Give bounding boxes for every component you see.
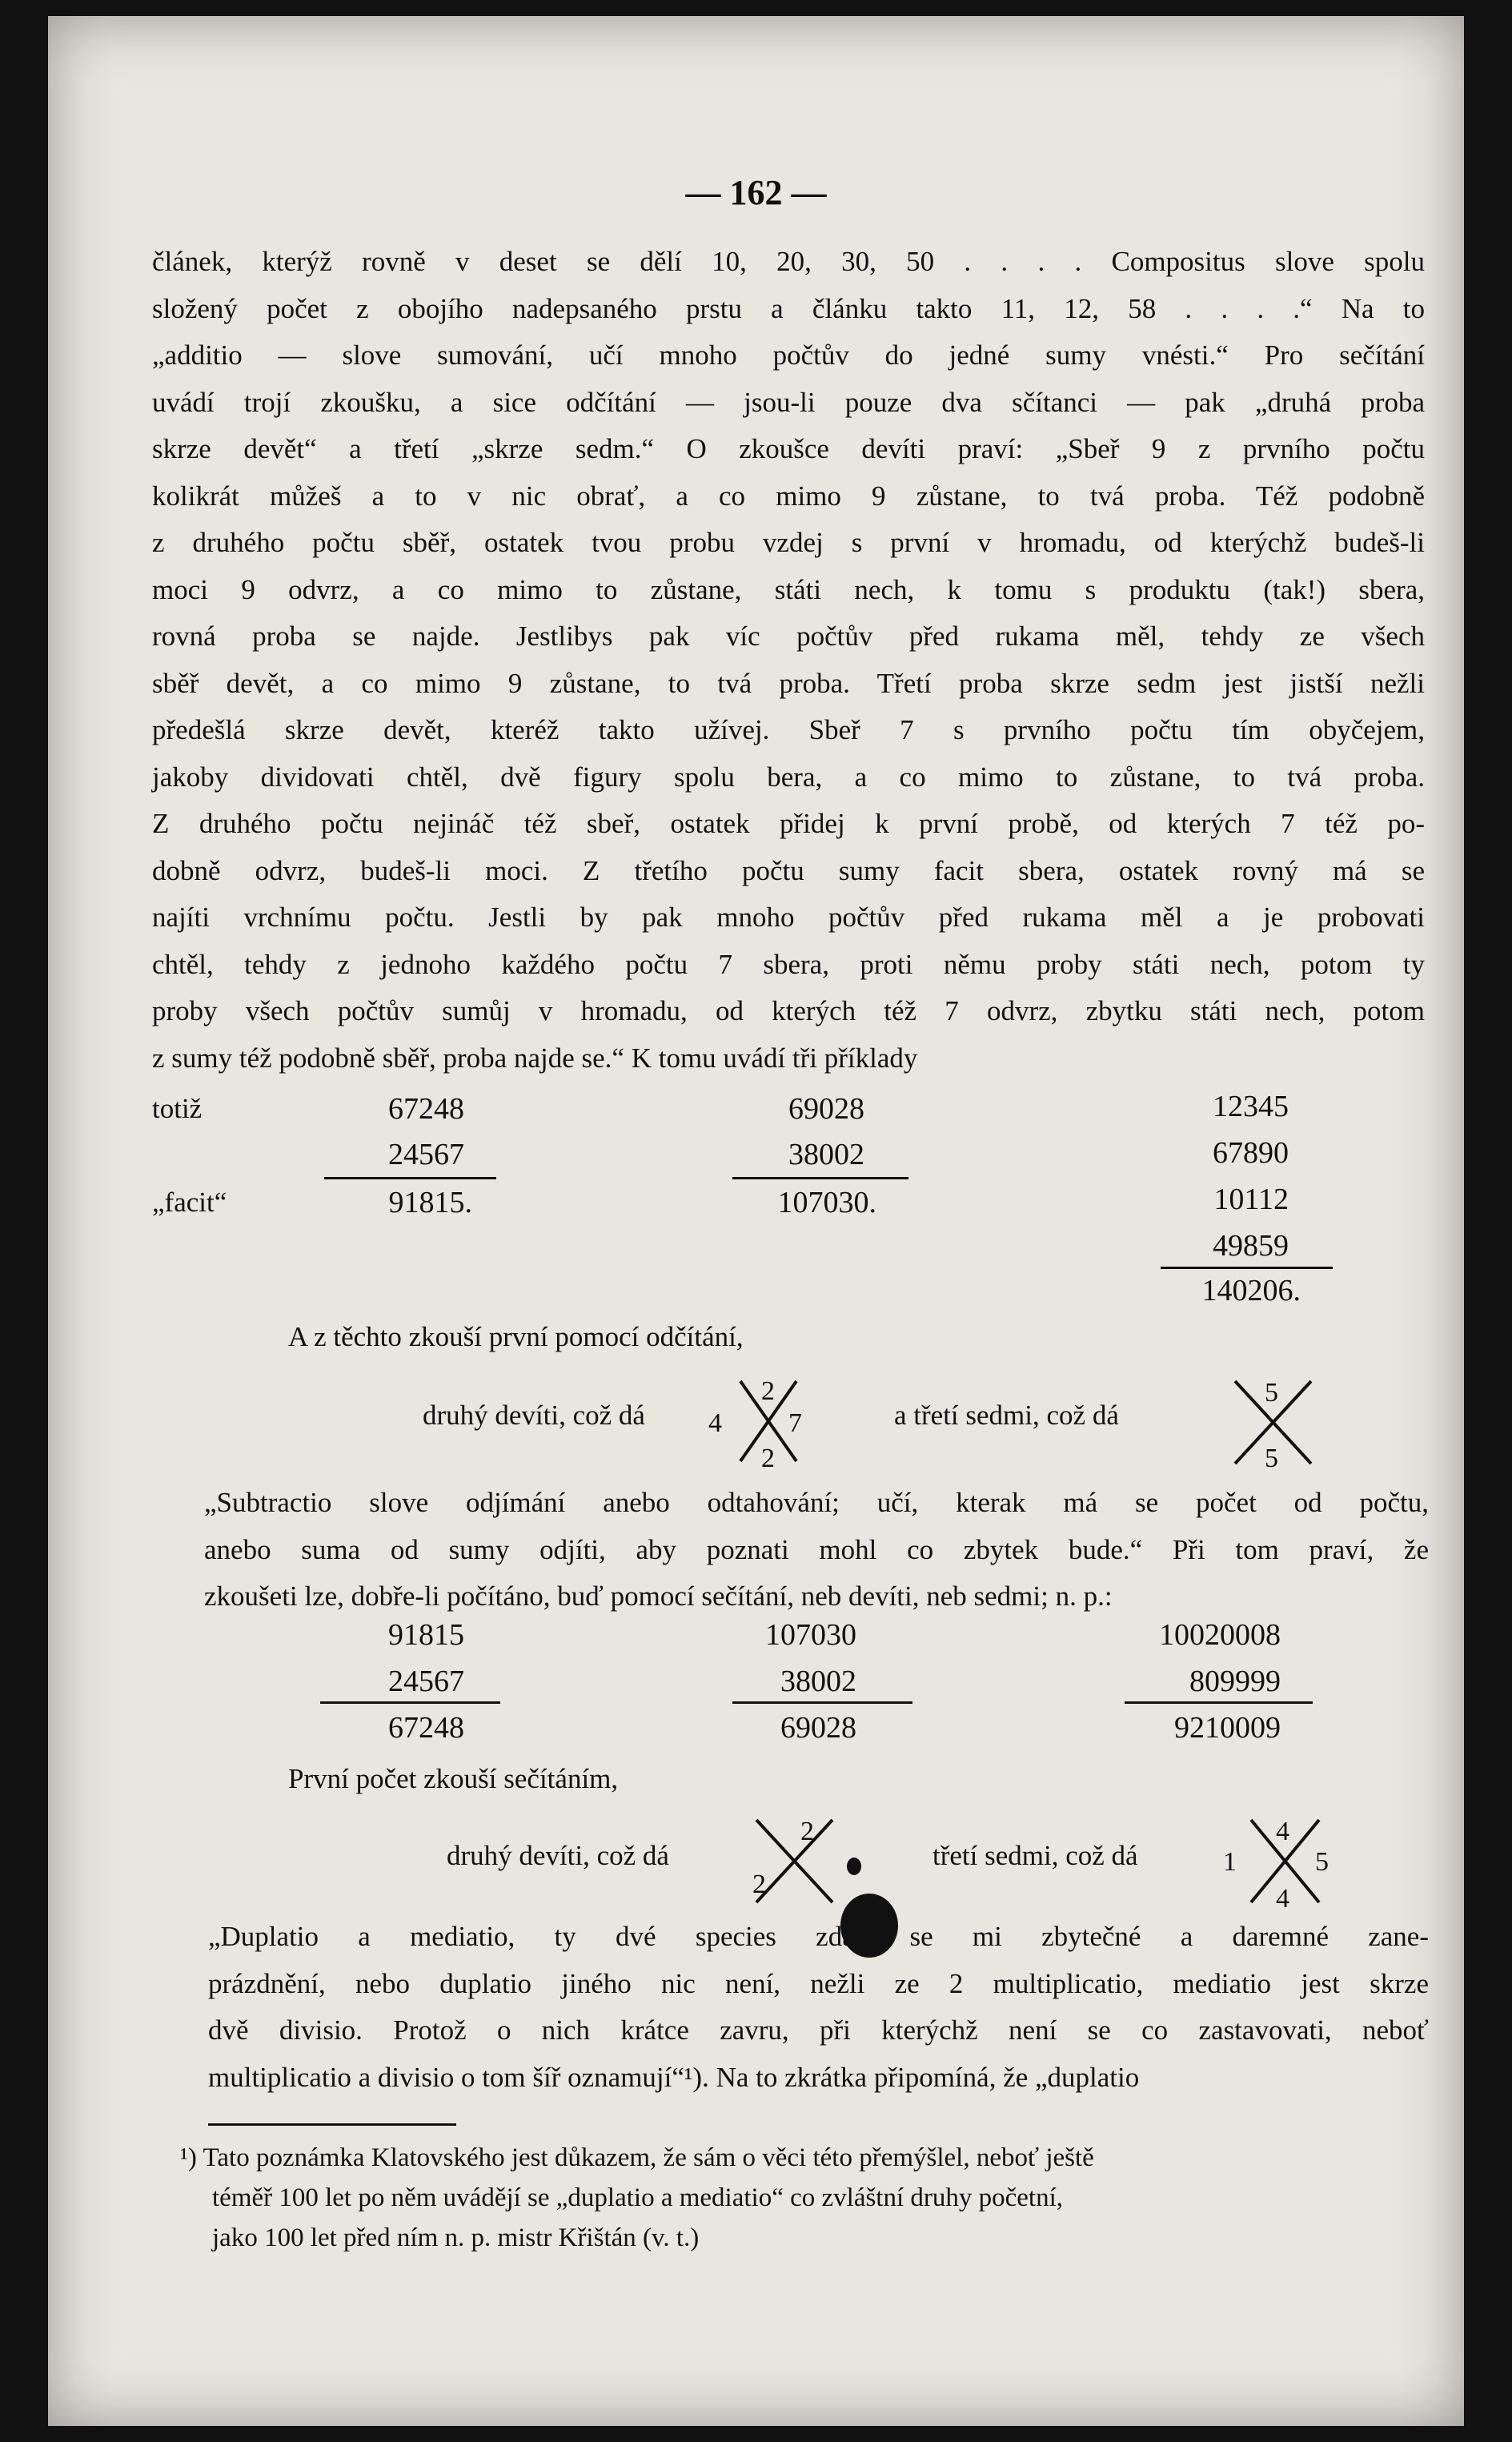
label-totiz: totiž xyxy=(152,1093,203,1124)
ex2-col3-result: 9210009 xyxy=(1174,1711,1281,1745)
ex1-col3-rule xyxy=(1161,1267,1333,1269)
ink-dot xyxy=(847,1858,861,1875)
para1-line: kolikrát můžeš a to v nic obrať, a co mimo 9 zůstane, to tvá proba. Též podobně xyxy=(152,480,1425,512)
para2-line: zkoušeti lze, dobře-li počítáno, buď pomocí sečítání, neb devíti, neb sedmi; n. p.: xyxy=(204,1580,1113,1612)
para1-line: skrze devět“ a třetí „skrze sedm.“ O zkoušce devíti praví: „Sbeř 9 z prvního počtu xyxy=(152,433,1425,464)
ex1-col2-b: 38002 xyxy=(788,1138,864,1171)
ex1-col1-b: 24567 xyxy=(388,1138,464,1171)
ex2-col1-result: 67248 xyxy=(388,1711,464,1745)
para1-line: Z druhého počtu nejináč též sbeř, ostatek přidej k první probě, od kterých 7 též po- xyxy=(152,808,1425,839)
ex2-col2-result: 69028 xyxy=(780,1711,856,1745)
page-number: — 162 — xyxy=(685,173,827,212)
check1-sevens-cross xyxy=(1223,1369,1327,1473)
ex2-col2-a: 107030 xyxy=(765,1618,856,1652)
para1-line: proby všech počtův sumůj v hromadu, od kterých též 7 odvrz, zbytku státi nech, potom xyxy=(152,995,1425,1026)
check2-cross7-bottom: 4 xyxy=(1276,1884,1289,1912)
ex2-col1-rule xyxy=(320,1701,500,1704)
para1-line: z sumy též podobně sběř, proba najde se.“ K tomu uvádí tři příklady xyxy=(152,1042,918,1074)
para3-line: multiplicatio a divisio o tom šíř oznamují“¹). Na to zkrátka připomíná, že „duplatio xyxy=(208,2061,1140,2093)
para1-line: z druhého počtu sběř, ostatek tvou probu vzdej s první v hromadu, od kterýchž budeš-li xyxy=(152,527,1425,558)
check2-cross7-top: 4 xyxy=(1276,1817,1289,1846)
para1-line: „additio — slove sumování, učí mnoho počtův do jedné sumy vnésti.“ Pro sečítání xyxy=(152,339,1425,371)
check2-line2-b: třetí sedmi, což dá xyxy=(932,1840,1138,1871)
para1-line: chtěl, tehdy z jednoho každého počtu 7 sbera, proti němu proby státi nech, potom ty xyxy=(152,948,1425,980)
ex2-col2-rule xyxy=(732,1701,912,1704)
footnote-rule xyxy=(208,2123,456,2126)
ex2-col3-rule xyxy=(1125,1701,1313,1704)
para3-line: prázdnění, nebo duplatio jiného nic není, nežli ze 2 multiplicatio, mediatio jest skrze xyxy=(208,1967,1429,1999)
para1-line: rovná proba se najde. Jestlibys pak víc počtův před rukama měl, tehdy ze všech xyxy=(152,621,1425,652)
footnote-line: téměř 100 let po něm uvádějí se „duplatio a mediatio“ co zvláštní druhy početní, xyxy=(212,2183,1064,2212)
ex1-col1-rule xyxy=(324,1177,496,1179)
scanned-page xyxy=(48,16,1464,2426)
footnote-line: jako 100 let před ním n. p. mistr Křištán (v. t.) xyxy=(212,2223,700,2252)
ex1-col1-a: 67248 xyxy=(388,1092,464,1126)
para2-line: anebo suma od sumy odjíti, aby poznati mohl co zbytek bude.“ Při tom praví, že xyxy=(204,1533,1429,1565)
check2-cross7-left: 1 xyxy=(1223,1847,1237,1877)
check2-cross9-bottom: 2 xyxy=(752,1870,766,1899)
ex1-col3-d: 49859 xyxy=(1213,1229,1289,1263)
ex2-col3-a: 10020008 xyxy=(1159,1618,1281,1652)
para3-line: „Duplatio a mediatio, ty dvé species zdají se mi zbytečné a daremné zane- xyxy=(208,1921,1429,1952)
para1-line: dobně odvrz, budeš-li moci. Z třetího počtu sumy facit sbera, ostatek rovný má se xyxy=(152,854,1425,886)
para2-line: „Subtractio slove odjímání anebo odtahování; učí, kterak má se počet od počtu, xyxy=(204,1487,1429,1518)
check1-line2-b: a třetí sedmi, což dá xyxy=(894,1400,1119,1431)
para1-line: moci 9 odvrz, a co mimo to zůstane, státi nech, k tomu s produktu (tak!) sbera, xyxy=(152,573,1425,605)
check2-line1: První počet zkouší sečítáním, xyxy=(288,1763,619,1794)
ex1-col1-sum: 91815. xyxy=(388,1186,472,1219)
ex1-col3-sum: 140206. xyxy=(1201,1274,1301,1307)
check1-line2-a: druhý devíti, což dá xyxy=(423,1400,645,1431)
para1-line: najíti vrchnímu počtu. Jestli by pak mnoho počtův před rukama měl a je probovati xyxy=(152,902,1425,933)
footnote xyxy=(180,2138,1429,2258)
ex2-col2-b: 38002 xyxy=(780,1665,856,1698)
paragraph-subtraction xyxy=(204,1480,1429,1621)
check1-cross9-top: 2 xyxy=(761,1376,775,1406)
para1-line: jakoby dividovati chtěl, dvě figury spolu bera, a co mimo to zůstane, to tvá proba. xyxy=(152,761,1425,793)
check1-nines-cross xyxy=(708,1369,820,1473)
para3-line: dvě divisio. Protož o nich krátce zavru, při kterýchž není se co zastavovati, neboť xyxy=(208,2014,1429,2046)
para1-line: uvádí trojí zkoušku, a sice odčítání — jsou-li pouze dva sčítanci — pak „druhá proba xyxy=(152,386,1425,418)
ex2-col1-b: 24567 xyxy=(388,1665,464,1698)
ex1-col3-a: 12345 xyxy=(1213,1090,1289,1123)
para1-line: předešlá skrze devět, kteréž takto užívej. Sbeř 7 s prvního počtu tím obyčejem, xyxy=(152,714,1425,745)
footnote-line: ¹) Tato poznámka Klatovského jest důkazem, že sám o věci této přemýšlel, neboť ještě xyxy=(180,2143,1094,2172)
para1-line: sběř devět, a co mimo 9 zůstane, to tvá proba. Třetí proba skrze sedm jest jistší nežli xyxy=(152,667,1425,699)
ex1-col2-rule xyxy=(732,1177,908,1179)
paragraph-duplatio xyxy=(208,1914,1429,2101)
check2-cross7-right: 5 xyxy=(1315,1847,1329,1877)
para1-line: článek, kterýž rovně v deset se dělí 10, 20, 30, 50 . . . . Compositus slove spolu xyxy=(152,246,1425,277)
para1-line: složený počet z obojího nadepsaného prstu a článku takto 11, 12, 58 . . . .“ Na to xyxy=(152,292,1425,324)
ex2-col1-a: 91815 xyxy=(388,1618,464,1652)
ex1-col3-c: 10112 xyxy=(1213,1183,1289,1216)
ex2-col3-b: 809999 xyxy=(1189,1665,1281,1698)
check1-line1: A z těchto zkouší první pomocí odčítání, xyxy=(288,1321,744,1352)
label-facit: „facit“ xyxy=(152,1187,227,1218)
ex1-col2-a: 69028 xyxy=(788,1092,864,1126)
check1-cross7-top: 5 xyxy=(1265,1378,1278,1408)
check2-sevens-cross xyxy=(1223,1808,1335,1912)
check1-cross9-bottom: 2 xyxy=(761,1444,775,1473)
check1-cross9-left: 4 xyxy=(708,1408,722,1438)
check2-nines-cross xyxy=(736,1808,848,1912)
ex1-col2-sum: 107030. xyxy=(777,1186,876,1219)
check1-cross9-right: 7 xyxy=(788,1408,802,1438)
paragraph-addition xyxy=(152,239,1425,1082)
check2-cross9-top: 2 xyxy=(800,1817,814,1846)
check2-line2-a: druhý devíti, což dá xyxy=(447,1840,669,1871)
ex1-col3-b: 67890 xyxy=(1213,1136,1289,1170)
check1-cross7-bottom: 5 xyxy=(1265,1444,1278,1473)
